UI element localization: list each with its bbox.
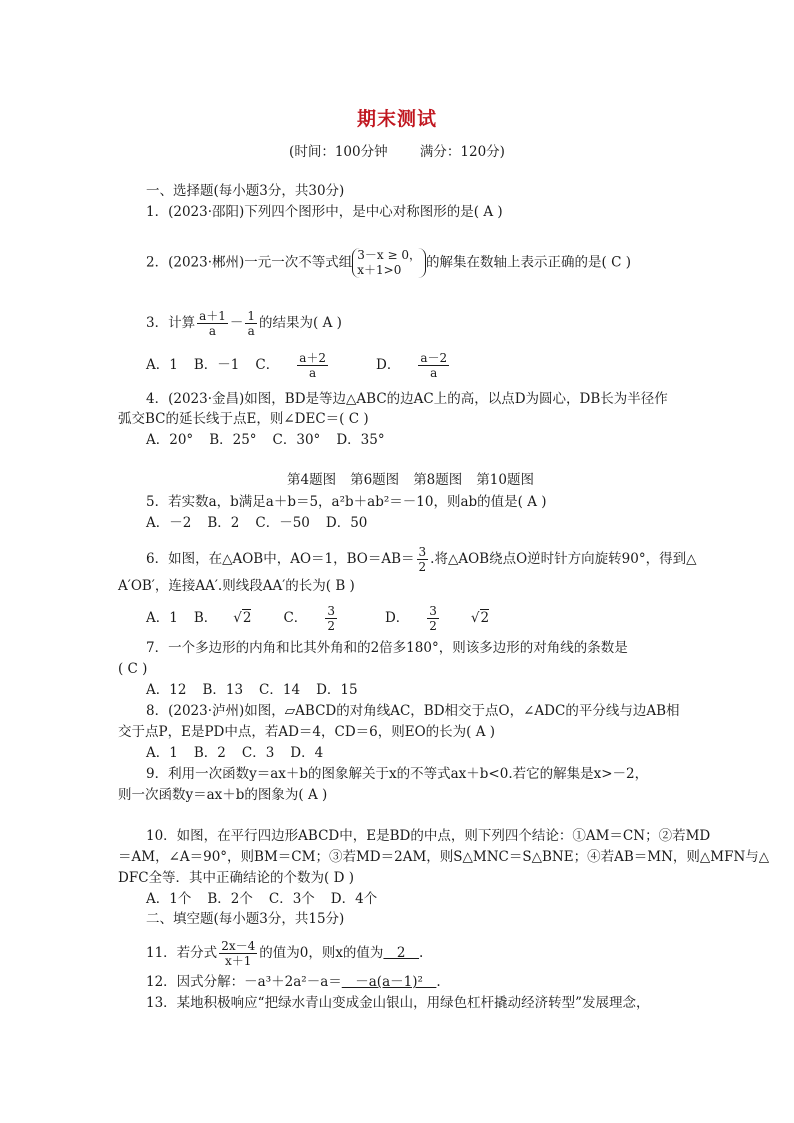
question-3: 3．计算 $\frac{a+1}{a}$ － $\frac{1}{a}$ 的结果为( A ): [146, 309, 342, 338]
section-heading-choice: 一、选择题(每小题3分，共30分): [146, 183, 345, 199]
time-limit: (时间：100分钟: [289, 144, 388, 160]
question-6-options: A．1 B． √2 C． $\frac{3}{2}$ D． $\frac{3}{2}$ √2: [146, 604, 490, 633]
question-8-options: A．1 B．2 C．3 D．4: [146, 745, 324, 761]
question-7-line2: ( C ): [118, 661, 148, 677]
question-10-options: A．1个 B．2个 C．3个 D．4个: [146, 891, 378, 907]
question-5-options: A．－2 B．2 C．－50 D．50: [146, 515, 368, 531]
question-6-line2: A′OB′，连接AA′.则线段AA′的长为( B ): [118, 578, 355, 594]
inequality-system: 3－x ≥ 0， x＋1>0: [352, 248, 426, 278]
question-10-line1: 10．如图，在平行四边形ABCD中，E是BD的中点，则下列四个结论：①AM＝CN；②若MD: [146, 828, 711, 844]
fraction: $\frac{1}{a}$: [247, 309, 256, 338]
answer-blank: －a(a－1)²: [341, 974, 437, 990]
question-12: 12．因式分解：－a³＋2a²－a＝ －a(a－1)² .: [146, 974, 441, 990]
question-7-line1: 7．一个多边形的内角和比其外角和的2倍多180°，则该多边形的对角线的条数是: [146, 640, 628, 656]
question-9-line2: 则一次函数y＝ax＋b的图象为( A ): [118, 787, 328, 803]
question-10-line2: ＝AM，∠A＝90°，则BM＝CM；③若MD＝2AM，则S△MNC＝S△BNE；④若AB＝MN，则△MFN与△: [118, 849, 770, 865]
answer-blank: 2: [383, 945, 420, 961]
question-4-line2: 弧交BC的延长线于点E，则∠DEC＝( C ): [118, 411, 369, 427]
exam-meta: [0, 140, 794, 160]
question-1: 1．(2023·邵阳)下列四个图形中，是中心对称图形的是( A ): [146, 204, 503, 220]
question-5: 5．若实数a，b满足a＋b＝5，a²b＋ab²＝－10，则ab的值是( A ): [146, 494, 547, 510]
question-3-options: A．1 B．－1 C． $\frac{a+2}{a}$ D． $\frac{a-2}{a}$: [146, 351, 448, 380]
question-4-line1: 4．(2023·金昌)如图，BD是等边△ABC的边AC上的高，以点D为圆心，DB长为半径作: [146, 391, 668, 407]
question-8-line2: 交于点P，E是PD中点，若AD＝4，CD＝6，则EO的长为( A ): [118, 724, 496, 740]
question-11: 11．若分式 $\frac{2x-4}{x+1}$ 的值为0，则x的值为 2 .: [146, 939, 424, 968]
question-10-line3: DFC全等．其中正确结论的个数为( D ): [118, 870, 354, 886]
figure-captions: 第4题图 第6题图 第8题图 第10题图: [287, 472, 534, 488]
page-title: 期末测试: [356, 108, 437, 130]
question-6-line1: 6．如图，在△AOB中，AO＝1，BO＝AB＝ $\frac{3}{2}$ .将△AOB绕点O逆时针方向旋转90°，得到△: [146, 545, 697, 574]
fraction: $\frac{a+1}{a}$: [199, 309, 226, 338]
full-score: 满分：120分): [419, 144, 505, 160]
section-heading-fill: 二、填空题(每小题3分，共15分): [146, 911, 345, 927]
question-8-line1: 8．(2023·泸州)如图，▱ABCD的对角线AC，BD相交于点O，∠ADC的平分线与边AB相: [146, 703, 680, 719]
question-4-options: A．20° B．25° C．30° D．35°: [146, 432, 385, 448]
question-7-options: A．12 B．13 C．14 D．15: [146, 682, 358, 698]
question-13: 13．某地积极响应“把绿水青山变成金山银山，用绿色杠杆撬动经济转型”发展理念，: [146, 995, 650, 1011]
question-2: 2．(2023·郴州)一元一次不等式组 3－x ≥ 0， x＋1>0 的解集在数轴上表示正确的是( C ): [146, 248, 631, 277]
question-9-line1: 9．利用一次函数y＝ax＋b的图象解关于x的不等式ax＋b<0.若它的解集是x>－2，: [146, 766, 649, 782]
